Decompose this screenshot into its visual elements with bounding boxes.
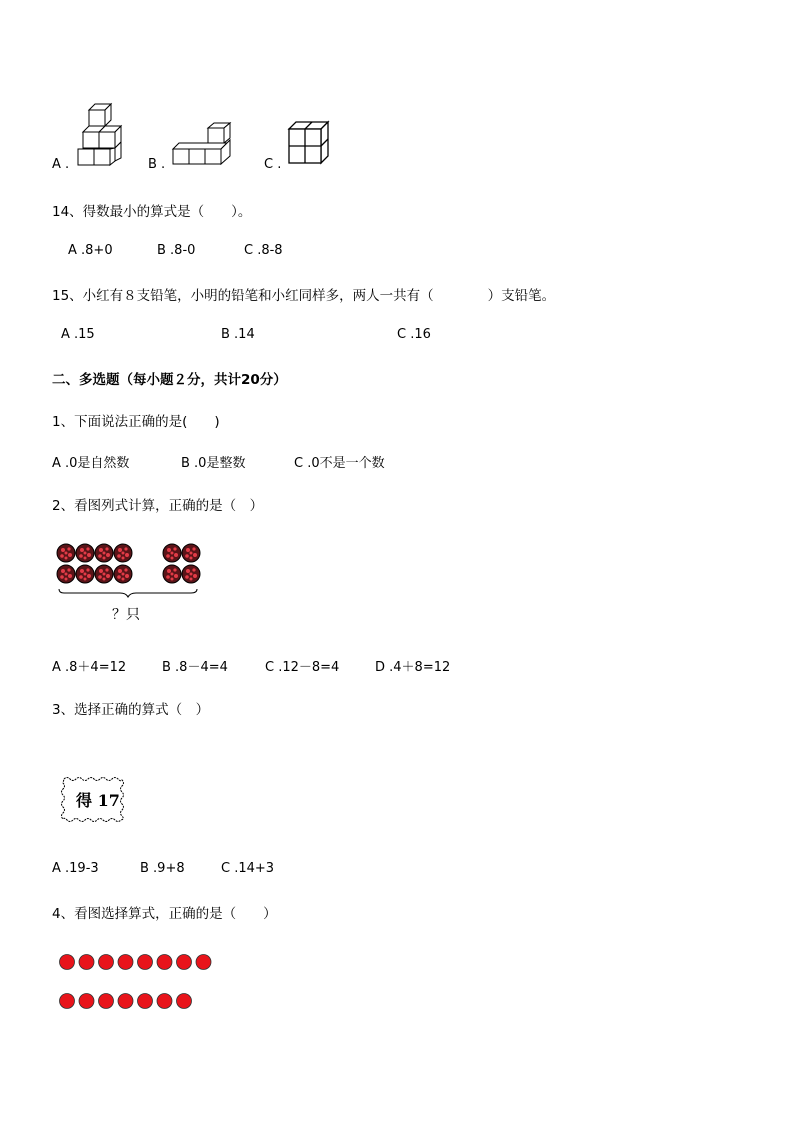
red-dot bbox=[157, 955, 172, 970]
red-dot bbox=[99, 955, 114, 970]
red-dot bbox=[118, 994, 133, 1009]
m2-option-b[interactable]: B .8－4=4 bbox=[162, 660, 228, 675]
q13-option-b-figure bbox=[172, 122, 234, 166]
q14-option-b[interactable]: B .8-0 bbox=[157, 243, 196, 258]
m2-option-a[interactable]: A .8＋4=12 bbox=[52, 660, 127, 675]
q13-option-c-label[interactable]: C . bbox=[264, 157, 282, 172]
m2-figure bbox=[52, 540, 202, 600]
red-dot bbox=[157, 994, 172, 1009]
m4-dots-figure bbox=[58, 952, 218, 1012]
m1-stem: 1、下面说法正确的是( ) bbox=[52, 414, 220, 430]
section-heading: 二、多选题（每小题２分，共计20分） bbox=[52, 372, 287, 388]
q13-option-c-figure bbox=[287, 121, 329, 165]
q15-stem: 15、小红有８支铅笔，小明的铅笔和小红同样多，两人一共有（ ）支铅笔。 bbox=[52, 288, 556, 304]
m3-stem: 3、选择正确的算式（ ） bbox=[52, 702, 210, 718]
red-dot bbox=[79, 994, 94, 1009]
m2-option-c[interactable]: C .12－8=4 bbox=[265, 660, 340, 675]
q15-option-b[interactable]: B .14 bbox=[221, 327, 255, 342]
red-dot bbox=[138, 994, 153, 1009]
m2-option-d[interactable]: D .4＋8=12 bbox=[375, 660, 451, 675]
m4-stem: 4、看图选择算式，正确的是（ ） bbox=[52, 906, 277, 922]
m1-option-c[interactable]: C .0不是一个数 bbox=[294, 456, 385, 471]
q13-option-b-label[interactable]: B . bbox=[148, 157, 166, 172]
q14-option-a[interactable]: A .8+0 bbox=[68, 243, 113, 258]
red-dot bbox=[196, 955, 211, 970]
q15-option-a[interactable]: A .15 bbox=[61, 327, 95, 342]
m1-option-b[interactable]: B .0是整数 bbox=[181, 456, 246, 471]
q13-option-a-label[interactable]: A . bbox=[52, 157, 70, 172]
m3-option-a[interactable]: A .19-3 bbox=[52, 861, 99, 876]
m3-stamp-text: 得 17 bbox=[76, 791, 120, 810]
q14-option-c[interactable]: C .8-8 bbox=[244, 243, 283, 258]
red-dot bbox=[138, 955, 153, 970]
red-dot bbox=[79, 955, 94, 970]
m2-stem: 2、看图列式计算，正确的是（ ） bbox=[52, 498, 264, 514]
m3-option-c[interactable]: C .14+3 bbox=[221, 861, 275, 876]
red-dot bbox=[99, 994, 114, 1009]
red-dot bbox=[177, 994, 192, 1009]
m2-group-right bbox=[163, 544, 200, 583]
q15-option-c[interactable]: C .16 bbox=[397, 327, 431, 342]
red-dot bbox=[60, 955, 75, 970]
red-dot bbox=[60, 994, 75, 1009]
red-dot bbox=[118, 955, 133, 970]
q13-option-a-figure bbox=[78, 102, 126, 166]
red-dot bbox=[177, 955, 192, 970]
m3-option-b[interactable]: B .9+8 bbox=[140, 861, 185, 876]
m2-group-left bbox=[57, 544, 132, 583]
m1-option-a[interactable]: A .0是自然数 bbox=[52, 456, 130, 471]
q14-stem: 14、得数最小的算式是（ ）。 bbox=[52, 204, 252, 220]
m2-figure-caption: ？只 bbox=[112, 607, 140, 623]
